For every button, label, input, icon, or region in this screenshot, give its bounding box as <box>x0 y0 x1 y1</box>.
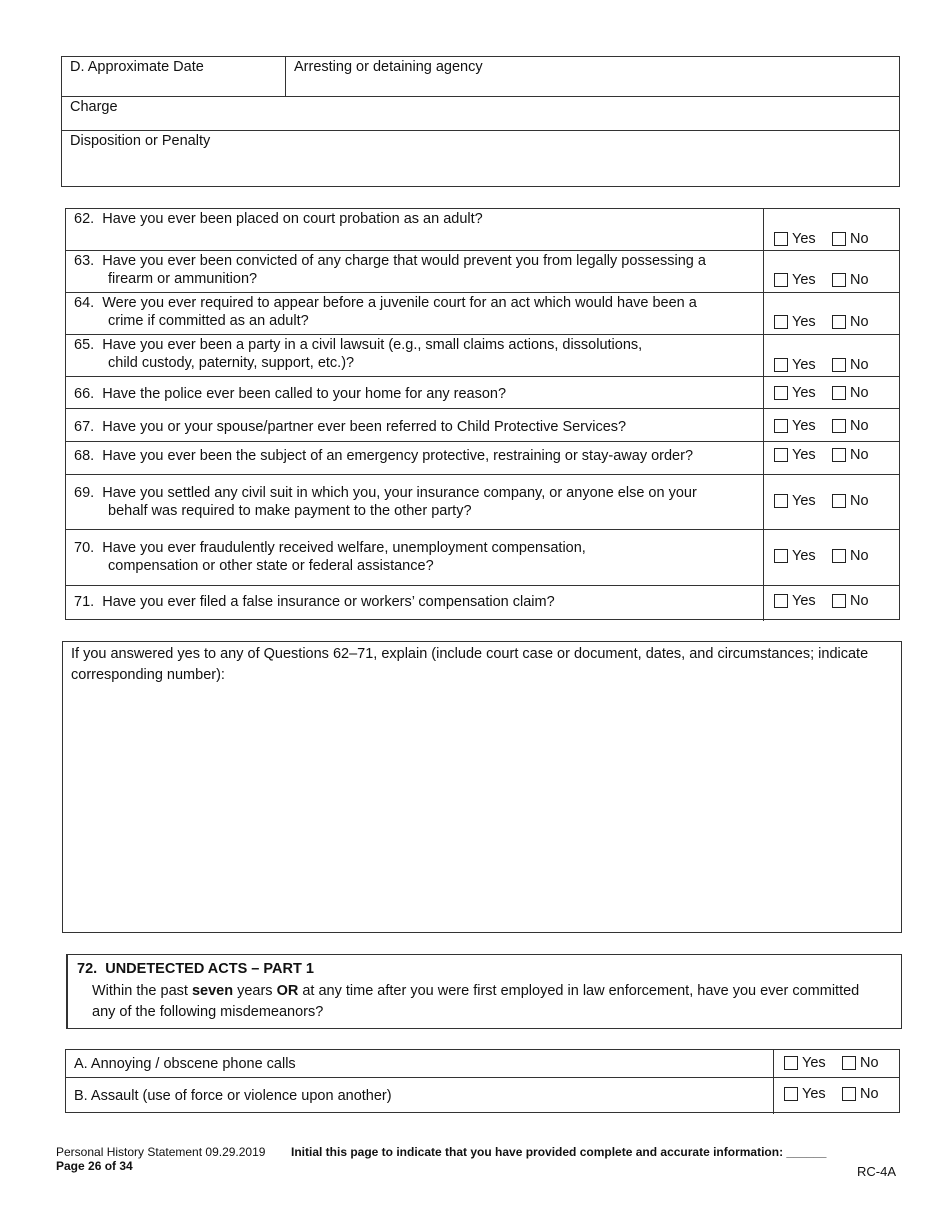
no-checkbox[interactable] <box>832 594 846 608</box>
question-row-70 <box>66 530 899 586</box>
misdemeanor-row-b <box>66 1078 899 1114</box>
question-text: 69. Have you settled any civil suit in which you, your insurance company, or anyone else on your behalf was required to make payment to the other party? <box>66 475 764 529</box>
question-row-71 <box>66 586 899 621</box>
no-option[interactable]: No <box>832 231 869 247</box>
no-checkbox[interactable] <box>832 386 846 400</box>
no-checkbox[interactable] <box>832 419 846 433</box>
answer-cell <box>764 209 899 250</box>
no-checkbox[interactable] <box>832 232 846 246</box>
no-checkbox[interactable] <box>832 494 846 508</box>
yes-option[interactable]: Yes <box>784 1055 826 1071</box>
charge-label: Charge <box>70 99 118 115</box>
explanation-prompt: If you answered yes to any of Questions 62–71, explain (include court case or document, dates, and circumstances; indicate corresponding number): <box>71 646 869 683</box>
no-checkbox[interactable] <box>832 549 846 563</box>
approximate-date-field[interactable] <box>62 57 286 97</box>
yes-option[interactable]: Yes <box>774 447 816 463</box>
question-text: 70. Have you ever fraudulently received welfare, unemployment compensation, compensation or other state or federal assistance? <box>66 530 764 585</box>
yes-option[interactable]: Yes <box>774 418 816 434</box>
disposition-field[interactable] <box>62 131 899 186</box>
question-row-69 <box>66 475 899 530</box>
section-heading: 72. UNDETECTED ACTS – PART 1 <box>77 961 314 977</box>
question-text: 68. Have you ever been the subject of an emergency protective, restraining or stay-away order? <box>66 442 764 474</box>
yes-checkbox[interactable] <box>774 232 788 246</box>
charge-field[interactable] <box>62 97 899 131</box>
answer-cell <box>764 409 899 441</box>
answer-cell <box>764 377 899 408</box>
arrest-record-table <box>61 56 900 187</box>
no-option[interactable]: No <box>832 593 869 609</box>
question-row-63 <box>66 251 899 293</box>
no-option[interactable]: No <box>832 447 869 463</box>
yes-checkbox[interactable] <box>774 358 788 372</box>
question-row-67 <box>66 409 899 442</box>
yes-checkbox[interactable] <box>774 594 788 608</box>
question-row-65 <box>66 335 899 377</box>
no-checkbox[interactable] <box>842 1056 856 1070</box>
no-option[interactable]: No <box>842 1086 879 1102</box>
undetected-acts-section <box>66 954 902 1029</box>
yes-checkbox[interactable] <box>774 315 788 329</box>
yes-checkbox[interactable] <box>774 419 788 433</box>
yes-checkbox[interactable] <box>784 1087 798 1101</box>
yes-option[interactable]: Yes <box>774 548 816 564</box>
answer-cell <box>764 586 899 621</box>
answer-cell <box>764 293 899 334</box>
answer-cell <box>774 1050 899 1077</box>
question-text: 65. Have you ever been a party in a civil lawsuit (e.g., small claims actions, dissolutions, child custody, paternity, support, etc.)? <box>66 335 764 376</box>
explanation-field[interactable] <box>62 641 902 933</box>
no-option[interactable]: No <box>832 314 869 330</box>
answer-cell <box>764 442 899 474</box>
misdemeanor-label: B. Assault (use of force or violence upon another) <box>66 1078 774 1114</box>
yes-option[interactable]: Yes <box>774 385 816 401</box>
no-option[interactable]: No <box>832 418 869 434</box>
no-option[interactable]: No <box>842 1055 879 1071</box>
answer-cell <box>764 475 899 529</box>
yes-checkbox[interactable] <box>774 386 788 400</box>
form-code: RC-4A <box>857 1164 897 1179</box>
yes-checkbox[interactable] <box>774 273 788 287</box>
yes-option[interactable]: Yes <box>774 314 816 330</box>
question-row-68 <box>66 442 899 475</box>
yes-checkbox[interactable] <box>774 448 788 462</box>
yes-option[interactable]: Yes <box>774 231 816 247</box>
form-name: Personal History Statement 09.29.2019 <box>56 1145 266 1159</box>
answer-cell <box>774 1078 899 1114</box>
question-text: 71. Have you ever filed a false insurance or workers’ compensation claim? <box>66 586 764 621</box>
yes-checkbox[interactable] <box>784 1056 798 1070</box>
no-option[interactable]: No <box>832 385 869 401</box>
answer-cell <box>764 251 899 292</box>
question-row-62 <box>66 209 899 251</box>
misdemeanors-table <box>65 1049 900 1113</box>
section-instructions: Within the past seven years OR at any time after you were first employed in law enforcement, have you ever committed any of the following misdemeanors? <box>92 983 860 1020</box>
no-option[interactable]: No <box>832 272 869 288</box>
question-text: 66. Have the police ever been called to your home for any reason? <box>66 377 764 408</box>
answer-cell <box>764 335 899 376</box>
question-row-66 <box>66 377 899 409</box>
no-checkbox[interactable] <box>832 448 846 462</box>
footer-form-info <box>56 1145 265 1173</box>
question-text: 63. Have you ever been convicted of any charge that would prevent you from legally possessing a firearm or ammunition? <box>66 251 764 292</box>
approximate-date-label: D. Approximate Date <box>70 59 204 75</box>
no-checkbox[interactable] <box>842 1087 856 1101</box>
yes-option[interactable]: Yes <box>774 593 816 609</box>
yes-checkbox[interactable] <box>774 549 788 563</box>
no-option[interactable]: No <box>832 357 869 373</box>
misdemeanor-row-a <box>66 1050 899 1078</box>
arresting-agency-field[interactable] <box>286 57 899 97</box>
question-text: 64. Were you ever required to appear before a juvenile court for an act which would have been a crime if committed as an adult? <box>66 293 764 334</box>
no-checkbox[interactable] <box>832 315 846 329</box>
no-checkbox[interactable] <box>832 358 846 372</box>
yes-checkbox[interactable] <box>774 494 788 508</box>
misdemeanor-label: A. Annoying / obscene phone calls <box>66 1050 774 1077</box>
yes-option[interactable]: Yes <box>774 493 816 509</box>
questions-table <box>65 208 900 620</box>
initial-prompt: Initial this page to indicate that you have provided complete and accurate information: ______ <box>291 1145 827 1159</box>
yes-option[interactable]: Yes <box>784 1086 826 1102</box>
answer-cell <box>764 530 899 585</box>
yes-option[interactable]: Yes <box>774 357 816 373</box>
no-option[interactable]: No <box>832 548 869 564</box>
question-text: 62. Have you ever been placed on court probation as an adult? <box>66 209 764 250</box>
question-row-64 <box>66 293 899 335</box>
yes-option[interactable]: Yes <box>774 272 816 288</box>
page-number: Page 26 of 34 <box>56 1159 133 1173</box>
no-checkbox[interactable] <box>832 273 846 287</box>
disposition-label: Disposition or Penalty <box>70 133 211 149</box>
question-text: 67. Have you or your spouse/partner ever been referred to Child Protective Services? <box>66 409 764 441</box>
no-option[interactable]: No <box>832 493 869 509</box>
arresting-agency-label: Arresting or detaining agency <box>294 59 483 75</box>
